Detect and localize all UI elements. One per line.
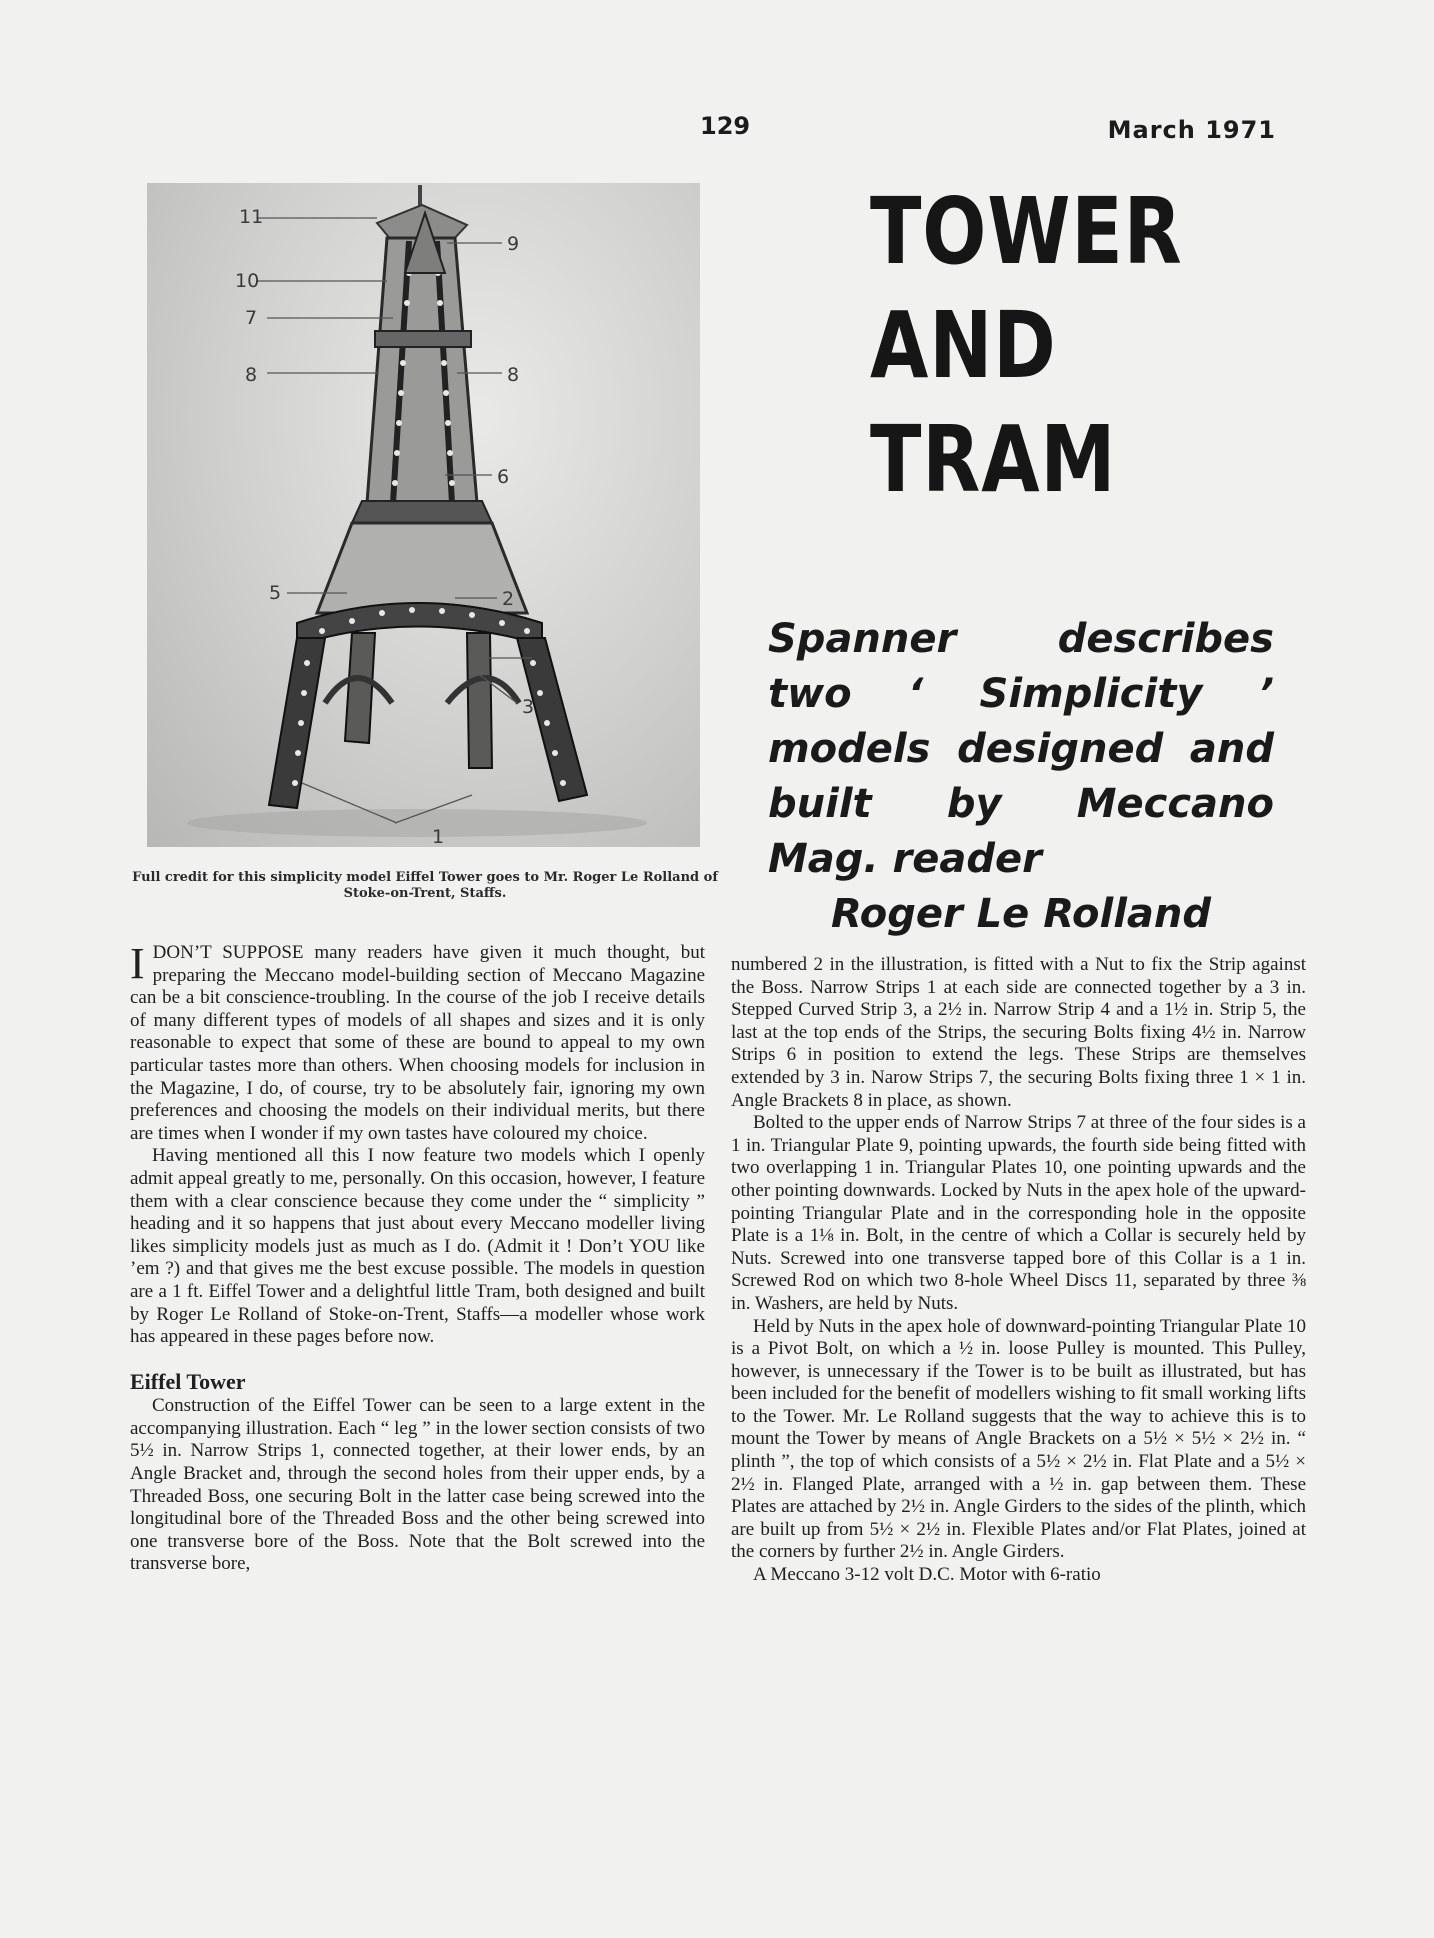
label-6: 6	[497, 466, 510, 488]
label-3: 3	[522, 696, 535, 718]
paragraph: numbered 2 in the illustration, is fitted with a Nut to fix the Strip against the Boss. Narrow Strips 1 at each side are connected together by a 3 in. Stepped Curved Strip 3, a 2½ in. Narrow Strip 4 and a 1½ in. Strip 5, the last at the top ends of the Strips, the securing Bolts fixing 4½ in. Narrow Strips 6 in position to extend the legs. These Strips are themselves extended by 3 in. Narow Strips 7, the securing Bolts fixing three 1 × 1 in. Angle Brackets 8 in place, as shown.	[731, 954, 1306, 1111]
article-title	[870, 175, 1183, 517]
label-5: 5	[269, 582, 282, 604]
label-7: 7	[245, 307, 258, 329]
article-column-left	[130, 939, 705, 1576]
paragraph: A Meccano 3-12 volt D.C. Motor with 6-ratio	[753, 1564, 1101, 1586]
article-subtitle	[768, 612, 1274, 942]
paragraph: Construction of the Eiffel Tower can be seen to a large extent in the accompanying illustration. Each “ leg ” in the lower section consists of two 5½ in. Narrow Strips 1, connected together, at their lower ends, by an Angle Bracket and, through the second holes from their upper ends, by a Threaded Boss, one securing Bolt in the latter case being screwed into the longitudinal bore of the Threaded Boss and the other being screwed into one transverse bore of the Boss. Note that the Bolt screwed into the transverse bore,	[130, 1395, 705, 1575]
label-1: 1	[432, 826, 445, 847]
paragraph: Having mentioned all this I now feature two models which I openly admit appeal greatly to me, personally. On this occasion, however, I feature them with a clear conscience because they come under the “ simplicity ” heading and it so happens that just about every Meccano modeller living likes simplicity models just as much as I do. (Admit it ! Don’t YOU like ’em ?) and that gives me the best excuse possible. The models in question are a 1 ft. Eiffel Tower and a delightful little Tram, both designed and built by Roger Le Rolland of Stoke-on-Trent, Staffs—a modeller whose work has appeared in these pages before now.	[130, 1145, 705, 1348]
drop-cap: I	[130, 939, 145, 988]
title-line-2: AND	[870, 292, 1057, 399]
title-line-3: TRAM	[870, 406, 1117, 513]
label-8-right: 8	[507, 364, 520, 386]
section-heading: Eiffel Tower	[130, 1368, 246, 1394]
paragraph: Bolted to the upper ends of Narrow Strips 7 at three of the four sides is a 1 in. Triangular Plate 9, pointing upwards, the fourth side being fitted with two overlapping 1 in. Triangular Plates 10, one pointing upwards and the other pointing downwards. Locked by Nuts in the apex hole of the upward-pointing Triangular Plate and in the corresponding hole in the opposite Plate is a 1⅛ in. Bolt, in the centre of which a Collar is securely held by Nuts. Screwed into one transverse tapped bore of this Collar is a 1 in. Screwed Rod on which two 8-hole Wheel Discs 11, separated by three ⅜ in. Washers, are held by Nuts.	[731, 1112, 1306, 1314]
label-9: 9	[507, 233, 520, 255]
title-line-1: TOWER	[870, 178, 1183, 285]
label-8-left: 8	[245, 364, 258, 386]
photo-caption: Full credit for this simplicity model Eiffel Tower goes to Mr. Roger Le Rolland of Stoke-on-Trent, Staffs.	[132, 870, 718, 901]
article-column-right	[731, 954, 1306, 1587]
eiffel-tower-photo	[147, 183, 700, 847]
label-2: 2	[502, 588, 515, 610]
label-4: 4	[537, 648, 550, 670]
label-11: 11	[239, 206, 264, 228]
paragraph: IDON’T SUPPOSE many readers have given it much thought, but preparing the Meccano model-building section of Meccano Magazine can be a bit conscience-troubling. In the course of the job I receive details of many different types of models of all shapes and sizes and it is only reasonable to expect that some of these are bound to appeal to my own particular tastes more than others. When choosing models for inclusion in the Magazine, I do, of course, try to be absolutely fair, ignoring my own preferences and choosing the models on their individual merits, but there are times when I wonder if my own tastes have coloured my choice.	[130, 939, 705, 1144]
eiffel-tower-illustration	[147, 183, 700, 847]
paragraph: Held by Nuts in the apex hole of downward-pointing Triangular Plate 10 is a Pivot Bolt, on which a ½ in. loose Pulley is mounted. This Pulley, however, is unnecessary if the Tower is to be built as illustrated, but has been included for the benefit of modellers wishing to fit small working lifts to the Tower. Mr. Le Rolland suggests that the way to achieve this is to mount the Tower by means of Angle Brackets on a 5½ × 5½ × 2½ in. “ plinth ”, the top of which consists of a 5½ × 2½ in. Flat Plate and a 5½ × 2½ in. Flanged Plate, arranged with a ½ in. gap between them. These Plates are attached by 2½ in. Angle Girders to the sides of the plinth, which are built up from 5½ × 2½ in. Flexible Plates and/or Flat Plates, joined at the corners by further 2½ in. Angle Girders.	[731, 1315, 1306, 1563]
subtitle-author: Roger Le Rolland	[830, 891, 1212, 937]
label-10: 10	[235, 270, 260, 292]
subtitle-text: Spanner describes two ‘ Simplicity ’ models designed and built by Meccano Mag. reader	[768, 616, 1274, 882]
issue-date: March 1971	[1107, 116, 1276, 144]
page-number: 129	[700, 112, 751, 140]
